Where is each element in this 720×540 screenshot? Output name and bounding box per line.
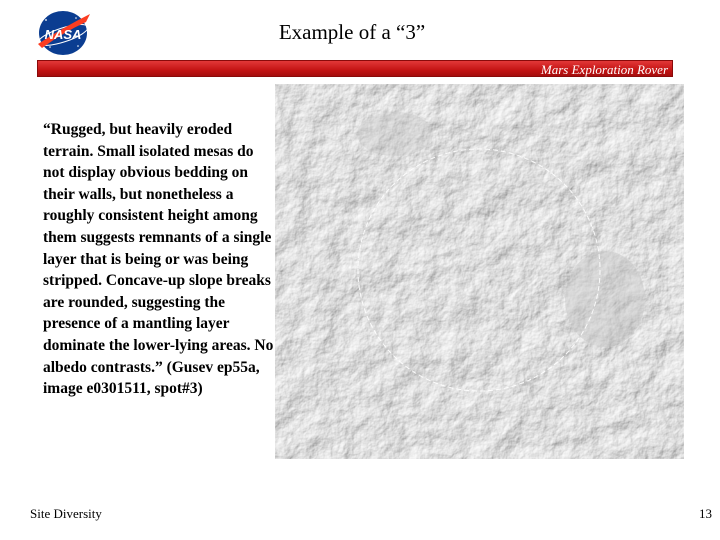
banner-text: Mars Exploration Rover <box>540 62 668 77</box>
footer-label: Site Diversity <box>30 506 102 521</box>
page-number: 13 <box>699 506 712 521</box>
slide-title <box>0 20 720 45</box>
slide-title-text: Example of a “3” <box>278 20 426 44</box>
terrain-description: “Rugged, but heavily eroded terrain. Small isolated mesas do not display obvious bedding on their walls, but nonetheless a roughly consistent height among them suggests remnants of a single layer that is being or was being stripped. Concave-up slope breaks are rounded, suggesting the presence of a mantling layer dominate the lower-lying areas. No albedo contrasts.” (Gusev ep55a, image e0301511, spot#3) <box>43 121 274 398</box>
mars-terrain-image <box>275 84 684 459</box>
title-banner <box>37 60 673 77</box>
nasa-logo-text: NASA <box>44 27 82 42</box>
